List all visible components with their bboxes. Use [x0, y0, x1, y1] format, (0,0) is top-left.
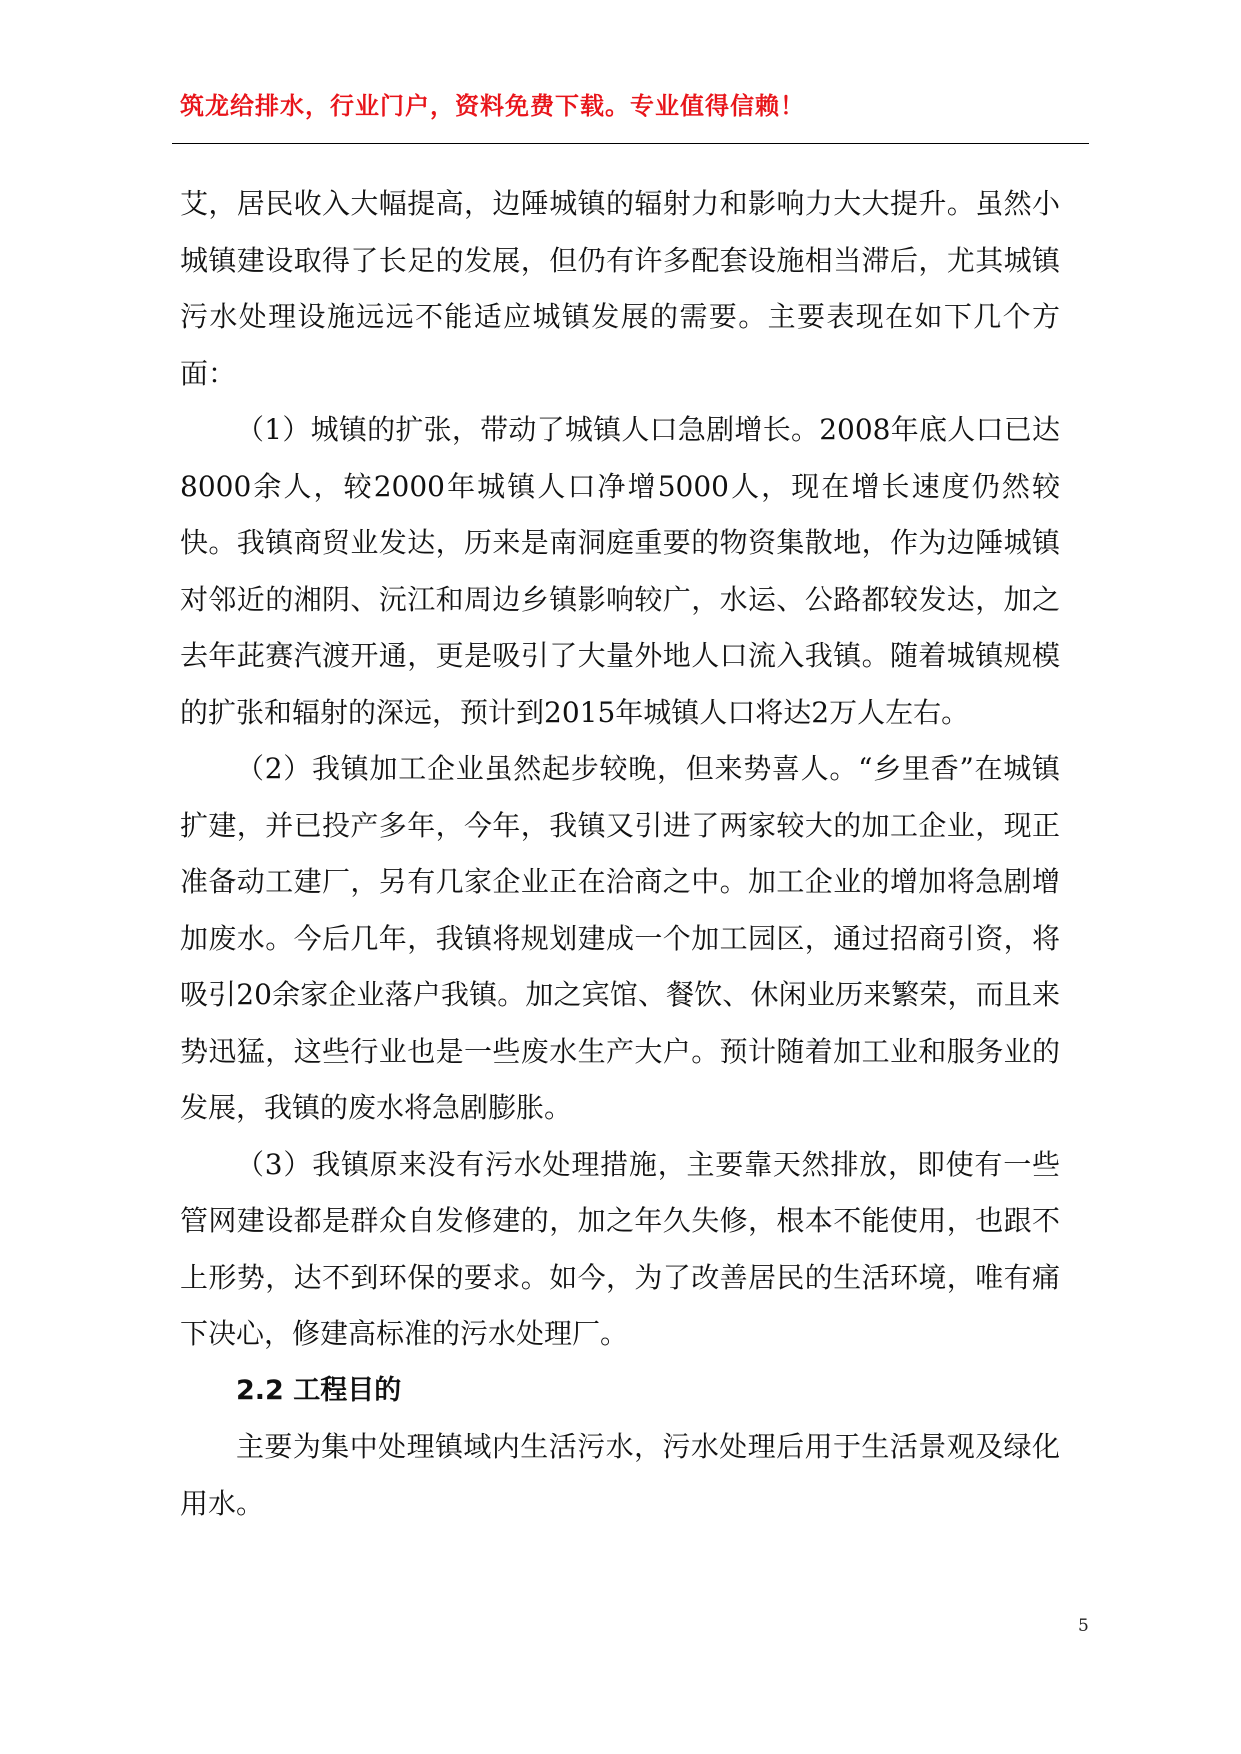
- section-paragraph: 主要为集中处理镇域内生活污水，污水处理后用于生活景观及绿化用水。: [180, 1430, 1060, 1520]
- paragraph-item-2: （2）我镇加工企业虽然起步较晚，但来势喜人。“乡里香”在城镇扩建，并已投产多年，今年，我镇又引进了两家较大的加工企业，现正准备动工建厂，另有几家企业正在洽商之中。加工企业的增加将急剧增加废水。今后几年，我镇将规划建成一个加工园区，通过招商引资，将吸引20余家企业落户我镇。加之宾馆、餐饮、休闲业历来繁荣，而且来势迅猛，这些行业也是一些废水生产大户。预计随着加工业和服务业的发展，我镇的废水将急剧膨胀。: [180, 752, 1060, 1124]
- paragraph-continuation: 艾，居民收入大幅提高，边陲城镇的辐射力和影响力大大提升。虽然小城镇建设取得了长足的发展，但仍有许多配套设施相当滞后，尤其城镇污水处理设施远远不能适应城镇发展的需要。主要表现在如下几个方面：: [180, 187, 1060, 390]
- header-divider: [172, 143, 1089, 144]
- paragraph-item-3: （3）我镇原来没有污水处理措施，主要靠天然排放，即使有一些管网建设都是群众自发修建的，加之年久失修，根本不能使用，也跟不上形势，达不到环保的要求。如今，为了改善居民的生活环境，唯有痛下决心，修建高标准的污水处理厂。: [180, 1147, 1060, 1350]
- paragraph-item-1: （1）城镇的扩张，带动了城镇人口急剧增长。2008年底人口已达8000余人，较2000年城镇人口净增5000人，现在增长速度仍然较快。我镇商贸业发达，历来是南洞庭重要的物资集散地，作为边陲城镇对邻近的湘阴、沅江和周边乡镇影响较广，水运、公路都较发达，加之去年茈赛汽渡开通，更是吸引了大量外地人口流入我镇。随着城镇规模的扩张和辐射的深远，预计到2015年城镇人口将达2万人左右。: [180, 413, 1060, 729]
- section-heading: 2.2 工程目的: [236, 1374, 402, 1406]
- page-number: 5: [1078, 1616, 1089, 1636]
- body-text: [180, 176, 1060, 1532]
- header-banner: 筑龙给排水，行业门户，资料免费下载。专业值得信赖！: [180, 92, 805, 120]
